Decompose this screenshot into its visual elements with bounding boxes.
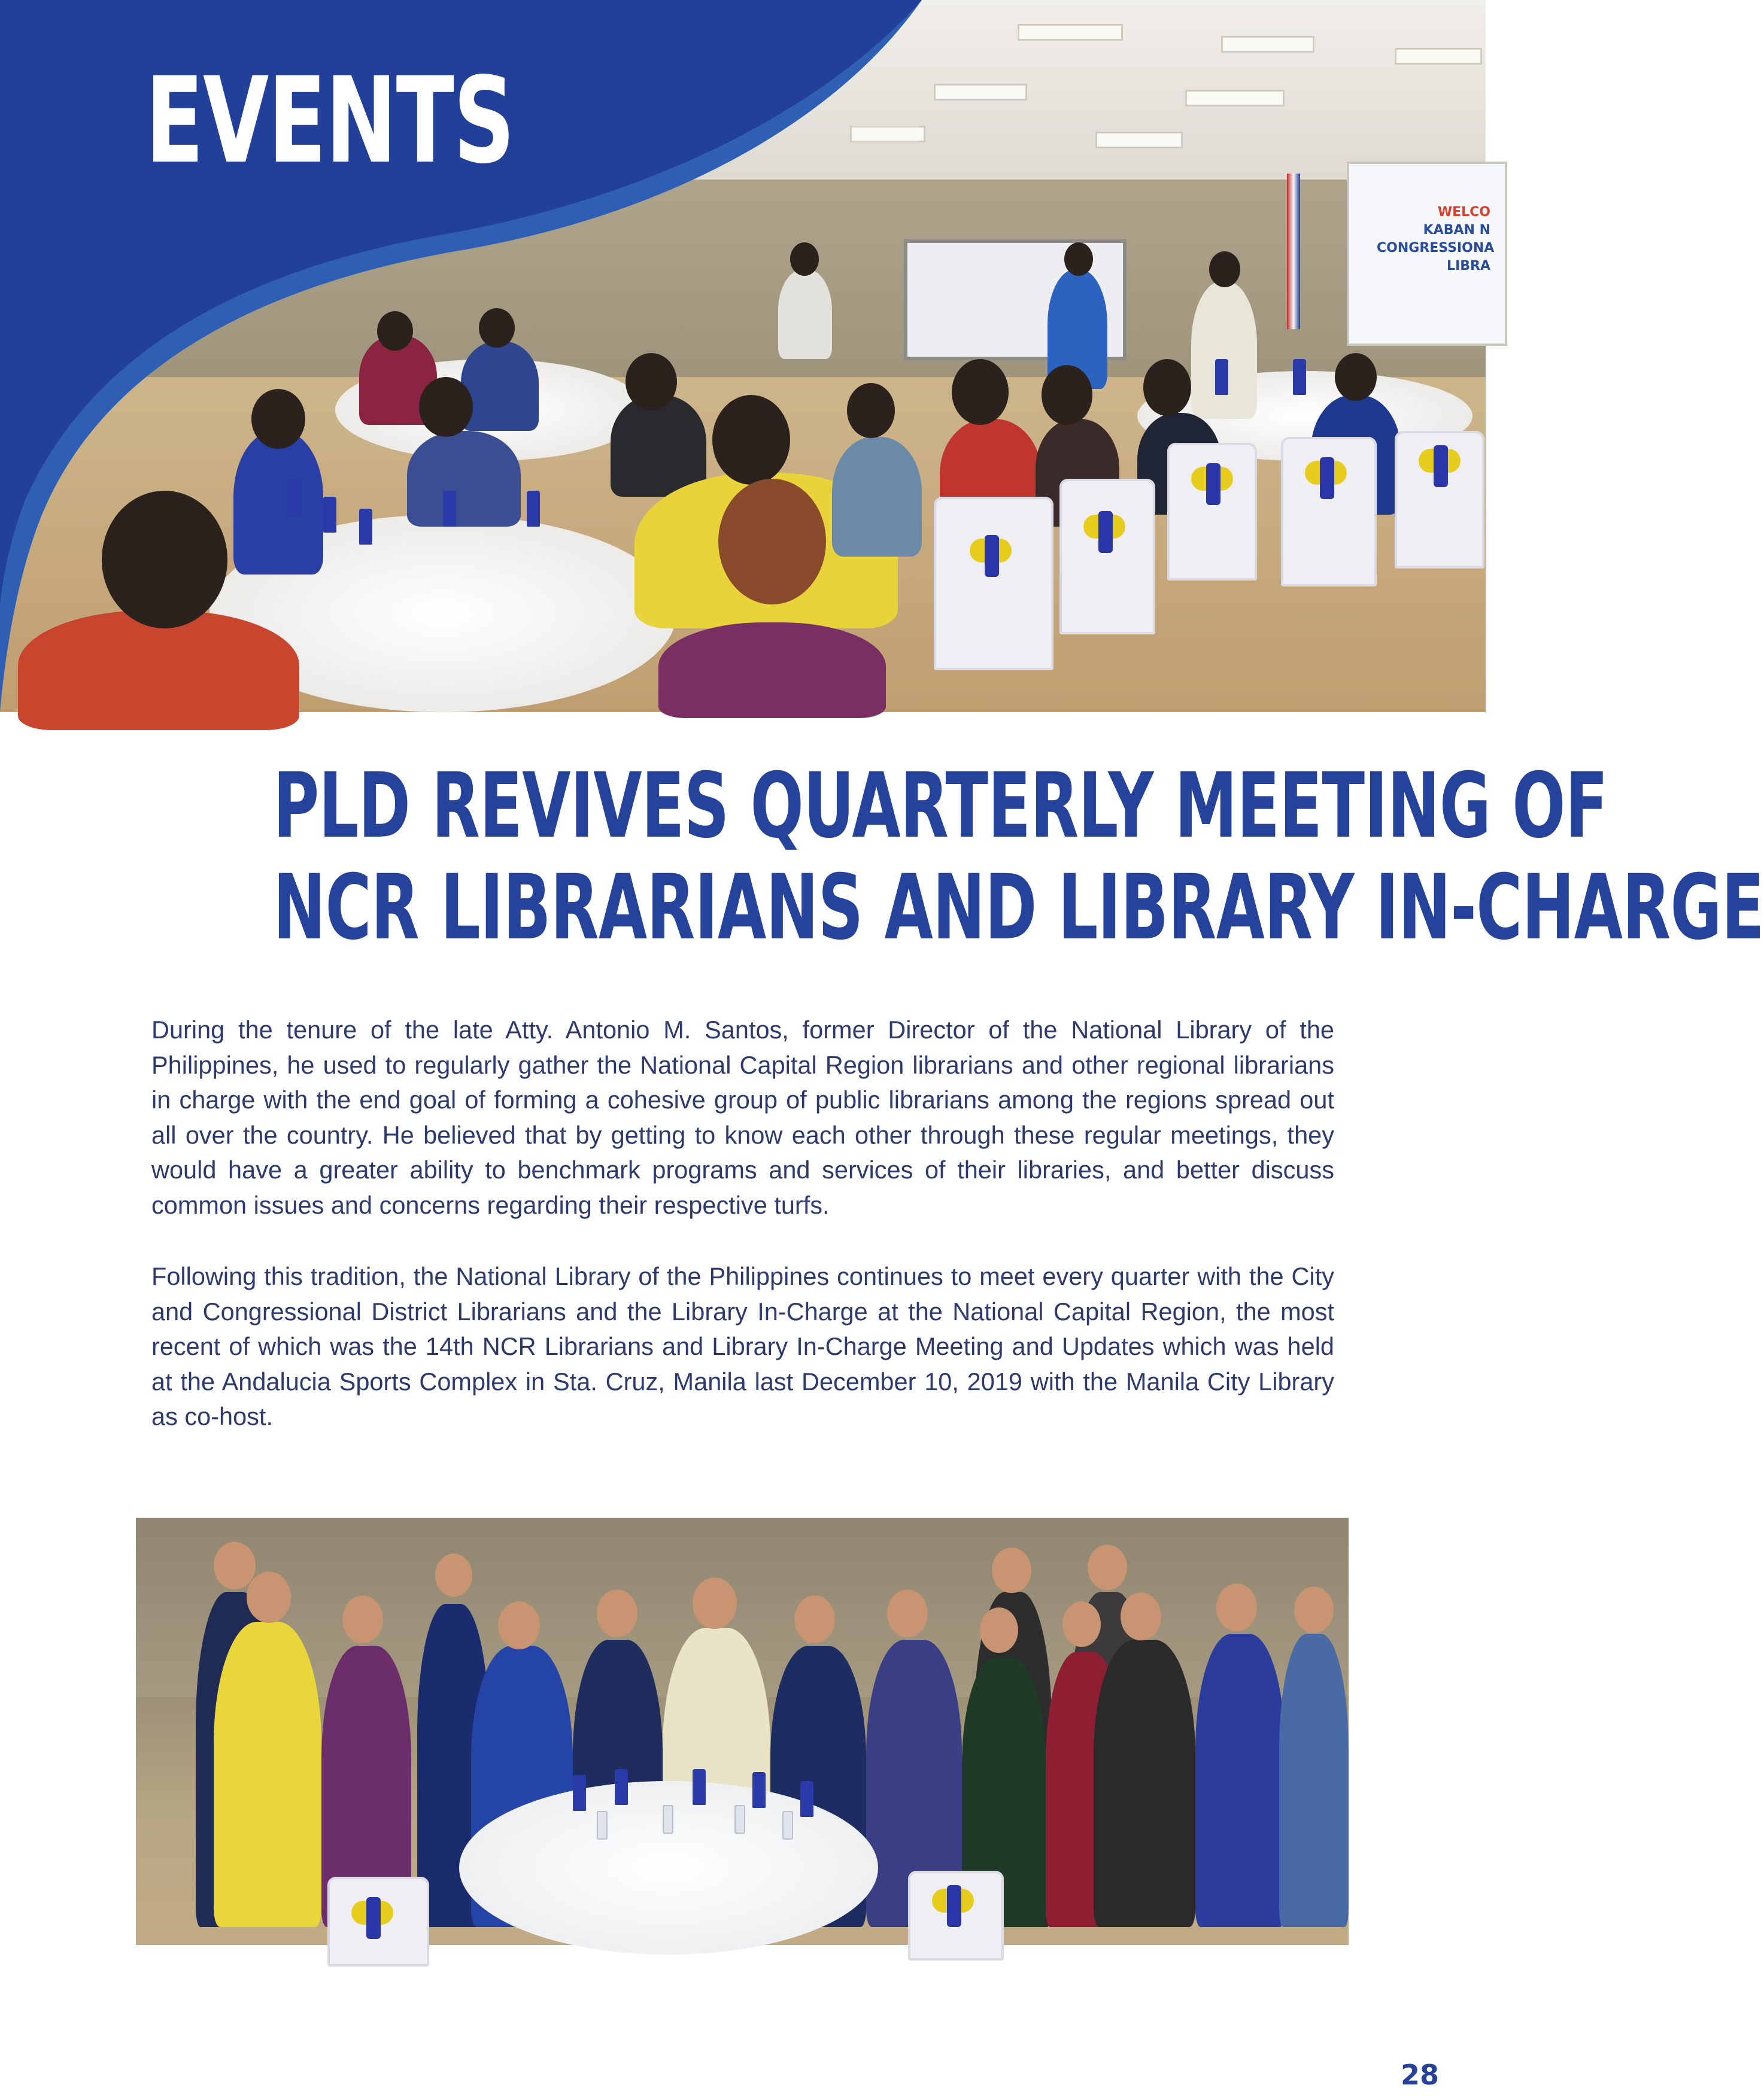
ceiling-light <box>1395 48 1482 65</box>
meeting-photo <box>0 0 1495 711</box>
head <box>1042 365 1092 425</box>
face <box>1216 1584 1257 1631</box>
face <box>342 1595 383 1643</box>
head <box>1335 353 1377 401</box>
chair <box>934 497 1053 670</box>
ceiling-light <box>1095 132 1183 148</box>
group-member <box>1094 1640 1195 1927</box>
face <box>1088 1545 1127 1590</box>
section-title: EVENTS <box>145 51 514 190</box>
napkin <box>693 1769 706 1805</box>
napkin <box>1215 359 1228 395</box>
article-paragraph: Following this tradition, the National Library of the Philippines continues to meet every quarter with the City and Congressional District Librarians and the Library In-Charge at the National Capital Region, the most recent of which was the 14th NCR Librarians and Library In-Charge Meeting and Updates which was held at the Andalucia Sports Complex in Sta. Cruz, Manila last December 10, 2019 with the Manila City Library as co-host. <box>151 1262 1334 1430</box>
chair-bow <box>1083 515 1125 539</box>
headline-line-1: PLD REVIVES QUARTERLY MEETING OF <box>273 754 1608 858</box>
chair-bow <box>351 1901 393 1925</box>
napkin <box>800 1781 813 1817</box>
face <box>1121 1593 1161 1640</box>
projector-screen-text: WELCO KABAN N CONGRESSIONA LIBRA <box>1377 205 1495 273</box>
chair-bow <box>1305 461 1347 485</box>
chair-bow <box>932 1889 974 1913</box>
napkin <box>615 1769 628 1805</box>
ceiling-light <box>934 84 1027 101</box>
chair-bow <box>1419 449 1461 473</box>
water-glass <box>597 1811 608 1840</box>
face <box>794 1595 835 1643</box>
chair-bow <box>970 539 1012 563</box>
head <box>1209 251 1240 287</box>
face <box>1294 1587 1334 1633</box>
water-glass <box>663 1805 673 1834</box>
face <box>597 1590 637 1637</box>
face <box>1062 1601 1101 1647</box>
page-number: 28 <box>1400 2059 1439 2091</box>
face <box>435 1554 472 1597</box>
napkin <box>752 1772 766 1808</box>
ceiling-light <box>1185 90 1285 107</box>
group-member <box>1279 1634 1349 1927</box>
head <box>952 359 1009 425</box>
group-member-yellow-shirt <box>214 1622 321 1927</box>
face <box>980 1607 1018 1653</box>
head <box>1064 242 1093 276</box>
napkin <box>573 1775 586 1811</box>
water-glass <box>782 1811 793 1840</box>
philippine-flag <box>1287 174 1300 329</box>
article-headline <box>72 754 1764 960</box>
chair <box>1059 479 1155 634</box>
water-glass <box>734 1805 745 1834</box>
ceiling-light <box>1018 24 1123 41</box>
ceiling-light <box>1221 36 1314 53</box>
head <box>1143 359 1191 416</box>
chair-bow <box>1191 467 1233 491</box>
face <box>992 1548 1031 1593</box>
face <box>247 1572 291 1623</box>
article-paragraph: During the tenure of the late Atty. Antonio M. Santos, former Director of the National Library of the Philippines, he used to regularly gather the National Capital Region librarians and other regional librarians in charge with the end goal of forming a cohesive group of public librarians among the regions spread out all over the country. He believed that by getting to know each other through these regular meetings, they would have a greater ability to benchmark programs and services of their libraries, and better discuss common issues and concerns regarding their respective turfs. <box>151 1016 1334 1219</box>
face <box>214 1542 256 1590</box>
napkin <box>1293 359 1306 395</box>
face <box>498 1601 540 1649</box>
face <box>887 1590 928 1637</box>
speaker <box>1191 281 1257 419</box>
group-member <box>1195 1634 1285 1927</box>
headline-line-2: NCR LIBRARIANS AND LIBRARY IN-CHARGE <box>273 856 1764 960</box>
group-photo <box>136 1518 1349 1945</box>
face <box>693 1578 737 1629</box>
